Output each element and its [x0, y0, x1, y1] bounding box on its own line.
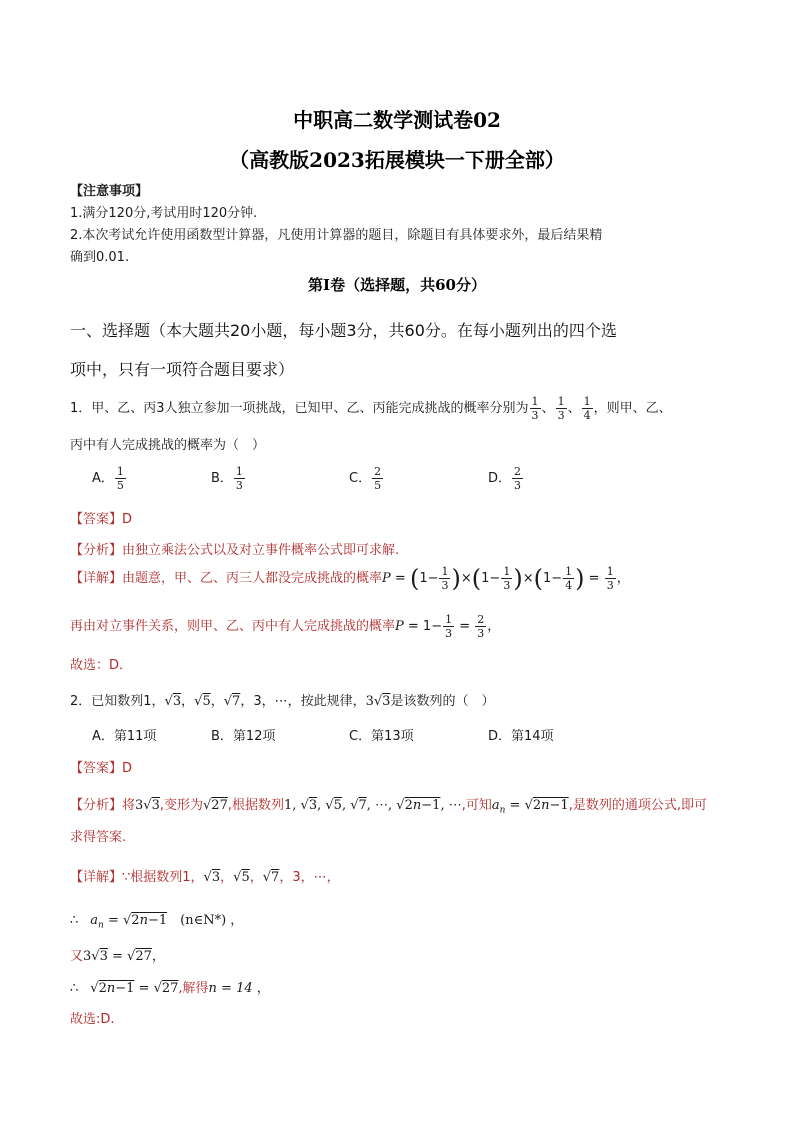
section-title: 第Ⅰ卷（选择题，共60分） — [308, 276, 486, 294]
q1-option-c[interactable]: C． $\frac{2}{5}$ — [349, 465, 382, 492]
notes-item-1: 1.满分120分,考试用时120分钟. — [70, 206, 258, 221]
q2-choose: 故选:D. — [70, 1012, 115, 1027]
q2-option-c[interactable]: C．第13项 — [349, 729, 414, 744]
part-heading: 一、选择题（本大题共20小题，每小题3分，共60分。在每小题列出的四个选 — [70, 321, 617, 340]
q1-detail: 【详解】由题意，甲、乙、丙三人都没完成挑战的概率P = (1− $\frac{1}{3}$ )×(1− $\frac{1}{3}$ )×(1− $\frac{1}{4}$ ) = $\frac{1}{3}$ ， — [70, 564, 630, 593]
q1-stem-text: 1．甲、乙、丙3人独立参加一项挑战，已知甲、乙、丙能完成挑战的概率分别为 — [70, 401, 529, 416]
q2-detail: 【详解】∵根据数列1，√3，√5，√7，3，⋯， — [70, 870, 340, 885]
q1-analysis: 【分析】由独立乘法公式以及对立事件概率公式即可求解. — [70, 543, 400, 558]
notes-heading: 【注意事项】 — [70, 184, 149, 199]
q1-option-b[interactable]: B． $\frac{1}{3}$ — [211, 465, 243, 492]
q1-prob-2: $\frac{1}{3}$ — [557, 395, 565, 422]
q1-stem-cont: 丙中有人完成挑战的概率为（ ） — [70, 438, 266, 453]
q2-option-a[interactable]: A．第11项 — [92, 729, 157, 744]
q2-option-d[interactable]: D．第14项 — [488, 729, 554, 744]
q2-therefore-1: ∴ $a_n = √2n-1$ (n∈N*) ， — [70, 913, 244, 931]
q1-answer: 【答案】D — [70, 512, 133, 527]
q1-detail-line2-result: $\frac{2}{3}$ — [477, 613, 485, 640]
q1-option-a[interactable]: A． $\frac{1}{5}$ — [92, 465, 124, 492]
q1-option-d[interactable]: D． $\frac{2}{3}$ — [488, 465, 522, 492]
q2-answer: 【答案】D — [70, 761, 133, 776]
q1-detail-result: $\frac{1}{3}$ — [606, 565, 614, 592]
q2-option-b[interactable]: B．第12项 — [211, 729, 276, 744]
page-title: 中职高二数学测试卷02 — [293, 108, 501, 132]
q1-prob-3: $\frac{1}{4}$ — [583, 395, 591, 422]
q1-stem-end: ，则甲、乙、 — [593, 401, 672, 416]
q2-analysis-cont: 求得答案. — [70, 830, 127, 845]
notes-item-2-cont: 确到0.01. — [70, 250, 130, 265]
q2-again: 又3√3 = √27， — [70, 949, 165, 964]
q2-therefore-2: ∴ √2n−1 = √27,解得n = 14 ， — [70, 981, 270, 996]
q2-stem: 2．已知数列1，√3，√5，√7，3，⋯，按此规律，3√3是该数列的（ ） — [70, 694, 495, 709]
q1-prob-1: $\frac{1}{3}$ — [531, 395, 539, 422]
q2-analysis: 【分析】将3√3,变形为√27,根据数列1, √3, √5, √7, ⋯, √2n−1, ⋯,可知$a_n = √2n-1$,是数列的通项公式,即可 — [70, 798, 707, 816]
q1-detail-line2: 再由对立事件关系，则甲、乙、丙中有人完成挑战的概率P = 1− $\frac{1}{3}$ = $\frac{2}{3}$ ， — [70, 613, 501, 640]
part-heading-cont: 项中，只有一项符合题目要求） — [70, 360, 295, 379]
notes-item-2: 2.本次考试允许使用函数型计算器，凡使用计算器的题目，除题目有具体要求外，最后结果精 — [70, 228, 603, 243]
q1-stem: 1．甲、乙、丙3人独立参加一项挑战，已知甲、乙、丙能完成挑战的概率分别为 $\frac{1}{3}$ 、 $\frac{1}{3}$ 、 $\frac{1}{4}$ ，则甲、乙、 — [70, 395, 672, 422]
q1-choose: 故选：D． — [70, 658, 133, 673]
page-subtitle: （高教版2023拓展模块一下册全部） — [229, 148, 565, 172]
